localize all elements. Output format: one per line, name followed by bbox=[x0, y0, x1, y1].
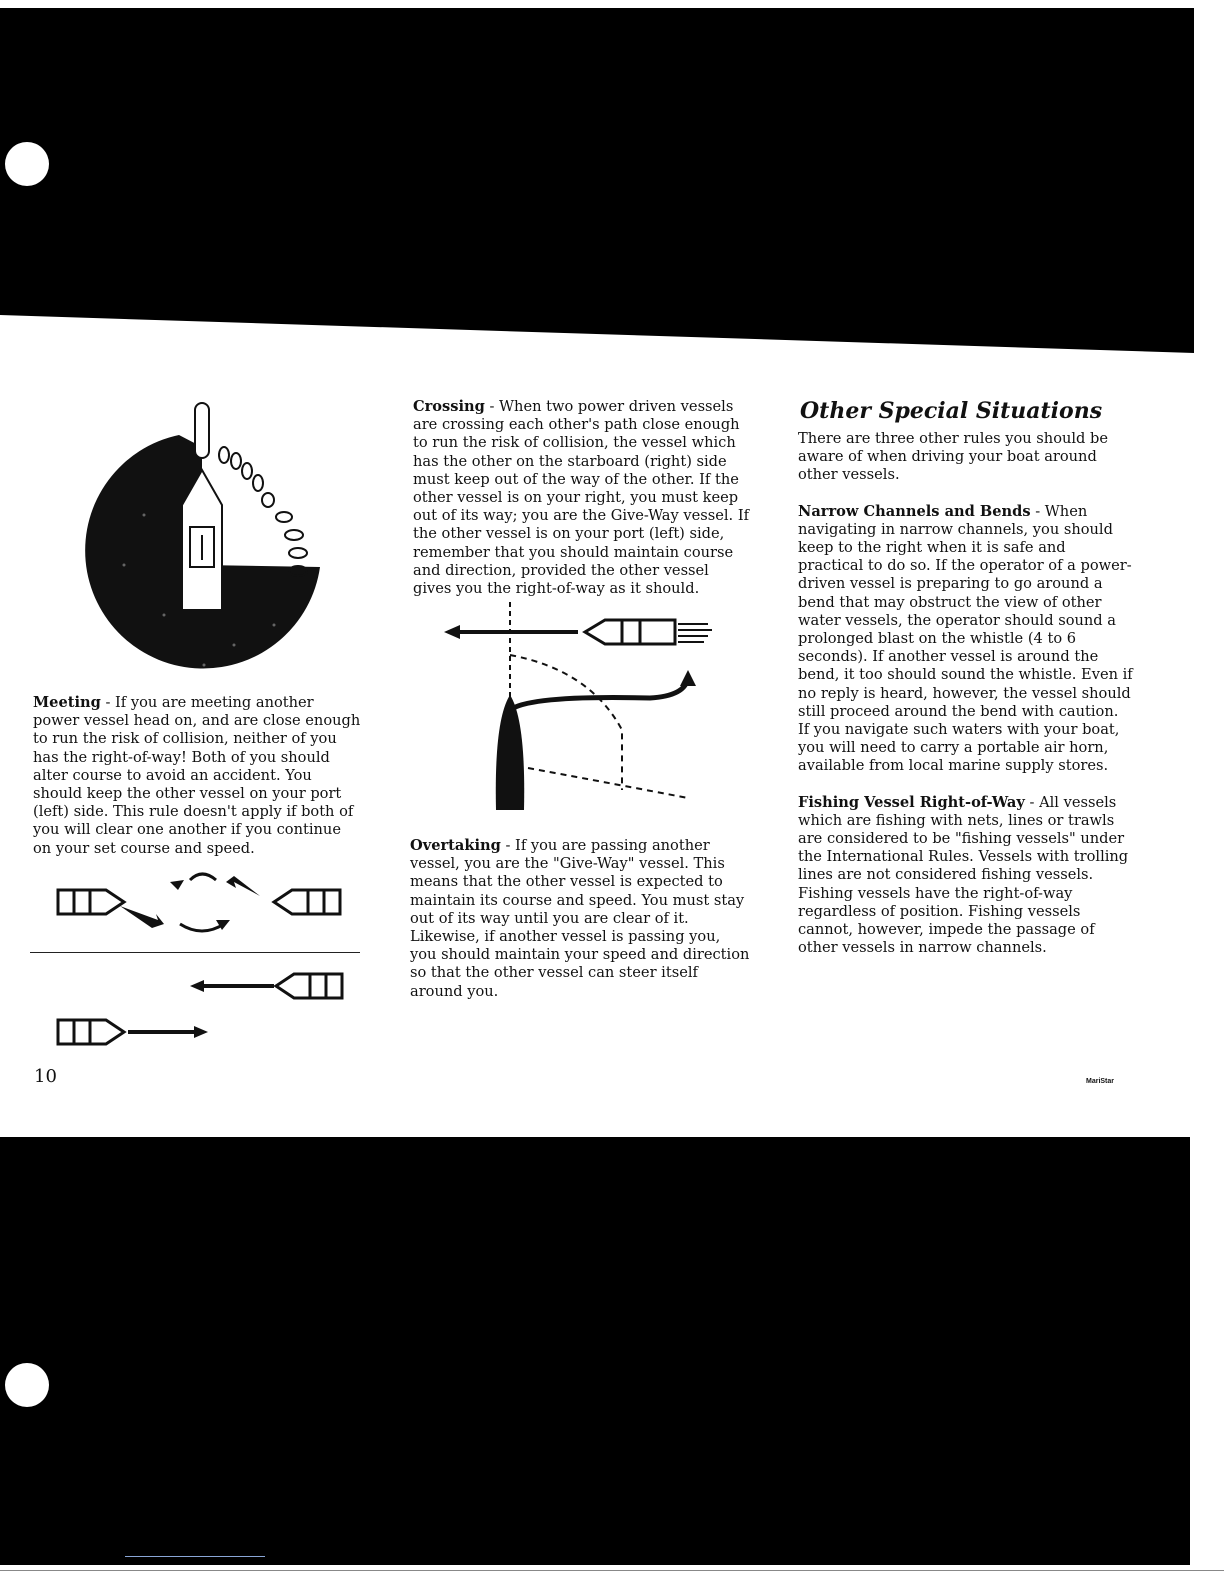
overtaking-text: - If you are passing another vessel, you are the "Give-Way" vessel. This means that the other vessel is expected to maintain its course and speed. You must stay out of its way until you are clear of it. Likewise, if another vessel is passing you, you should maintain your speed and direction so that the other vessel can steer itself around you. bbox=[410, 837, 750, 1000]
brand-logo: MariStar bbox=[1086, 1078, 1115, 1085]
overtaking-paragraph bbox=[410, 837, 750, 1001]
section-heading: Other Special Situations bbox=[800, 398, 1103, 424]
binder-hole-top bbox=[5, 142, 49, 186]
special-column bbox=[798, 430, 1134, 957]
bottom-black-band bbox=[0, 1137, 1190, 1565]
meeting-paragraph bbox=[33, 694, 363, 858]
binder-hole-bottom bbox=[5, 1363, 49, 1407]
narrow-channels-title: Narrow Channels and Bends bbox=[798, 502, 1031, 520]
divider-line bbox=[30, 952, 360, 953]
fishing-vessel-title: Fishing Vessel Right-of-Way bbox=[798, 793, 1025, 811]
special-intro: There are three other rules you should be aware of when driving your boat around other vessels. bbox=[798, 430, 1109, 484]
page-number: 10 bbox=[34, 1066, 57, 1087]
overtaking-title: Overtaking bbox=[410, 837, 501, 854]
bottom-tab-line bbox=[125, 1556, 265, 1557]
narrow-channels-text: - When navigating in narrow channels, you should keep to the right when it is safe and practical to do so. If the operator of a power-driven vessel is preparing to go around a bend that may obstruct the view of other water vessels, the operator should sound a prolonged blast on the whistle (4 to 6 seconds). If another vessel is around the bend, it too should sound the whistle. Even if no reply is heard, however, the vessel should still proceed around the bend with caution. If you navigate such waters with your boat, you will need to carry a portable air horn, available from local marine supply stores. bbox=[798, 502, 1133, 775]
fishing-vessel-text: - All vessels which are fishing with nets, lines or trawls are considered to be "fishing vessels" under the International Rules. Vessels with trolling lines are not considered fishing vessels. Fishing vessels have the right-of-way regardless of position. Fishing vessels cannot, however, impede the passage of other vessels in narrow channels. bbox=[798, 793, 1129, 957]
top-black-band bbox=[0, 8, 1194, 353]
crossing-title: Crossing bbox=[413, 398, 485, 415]
narrow-channels-paragraph bbox=[798, 503, 1134, 776]
fishing-vessel-paragraph bbox=[798, 794, 1134, 958]
meeting-title: Meeting bbox=[33, 694, 101, 711]
crossing-illustration bbox=[440, 600, 740, 815]
meeting-text: - If you are meeting another power vessel head on, and are close enough to run the risk of collision, neither of you has the right-of-way! Both of you should alter course to avoid an accident. You should keep the other vessel on your port (left) side. This rule doesn't apply if both of you will clear one another if you continue on your set course and speed. bbox=[33, 694, 361, 857]
crossing-text: - When two power driven vessels are crossing each other's path close enough to run the risk of collision, the vessel which has the other on the starboard (right) side must keep out of the way of the other. If the other vessel is on your right, you must keep out of its way; you are the Give-Way vessel. If the other vessel is on your port (left) side, remember that you should maintain course and direction, provided the other vessel gives you the right-of-way as it should. bbox=[413, 398, 749, 598]
overtaking-illustration bbox=[52, 968, 352, 1048]
crossing-paragraph bbox=[413, 398, 749, 598]
sector-light-illustration bbox=[84, 395, 324, 695]
bottom-edge-line bbox=[0, 1570, 1224, 1571]
meeting-illustration bbox=[52, 862, 352, 942]
